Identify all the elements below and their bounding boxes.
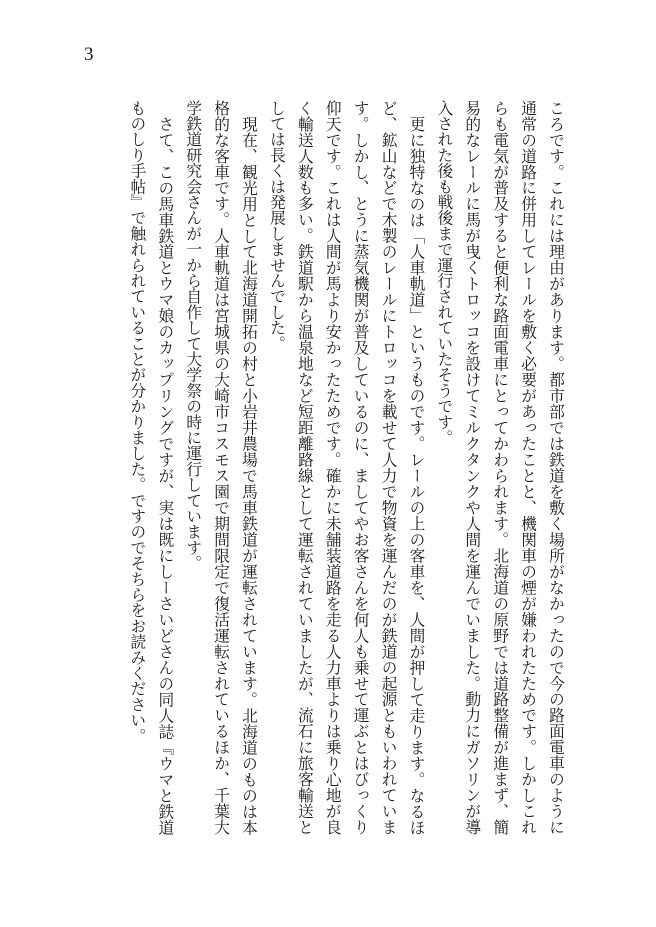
page-number: 3 <box>84 44 94 65</box>
paragraph-2: 更に独特なのは「人車軌道」というものです。レールの上の客車を、人間が押して走ります。なるほど、鉱山などで木製のレールにトロッコを載せて人力で物資を運んだのが鉄道の起源ともいわれています。しかし、とうに蒸気機関が普及しているのに、ましてやお客さんを何人も乗せて運ぶとはびっくり仰天です。これは人間が馬より安かったためです。確かに未舗装道路を走る人力車よりは乗り心地が良く輸送人数も多い。鉄道駅から温泉地など短距離路線として運転されていましたが、流石に旅客輸送としては長くは発展しませんでした。 <box>267 100 427 835</box>
paragraph-4: さて、この馬車鉄道とウマ娘のカップリングですが、実は既にしーさいどさんの同人誌『ウマと鉄道ものしり手帖』で触れられていることが分かりました。ですのでそちらをお読みください。 <box>128 100 176 835</box>
paragraph-1: ころです。これには理由があります。都市部では鉄道を敷く場所がなかったので今の路面電車のように通常の道路に併用してレールを敷く必要があったことと、機関車の煙が嫌われたためです。しかしこれらも電気が普及すると便利な路面電車にとってかわられます。北海道の原野では道路整備が進まず、簡易的なレールに馬が曳くトロッコを設けてミルクタンクや人間を運んでいました。動力にガソリンが導入された後も戦後まで運行されていたそうです。 <box>435 100 566 835</box>
vertical-text-body <box>128 100 570 835</box>
paragraph-3: 現在、観光用として北海道開拓の村と小岩井農場で馬車鉄道が運転されています。北海道のものは本格的な客車です。人車軌道は宮城県の大崎市コスモス園で期間限定で復活運転されているほか、千葉大学鉄道研究会さんが一から自作して大学祭の時に運行しています。 <box>184 100 260 835</box>
